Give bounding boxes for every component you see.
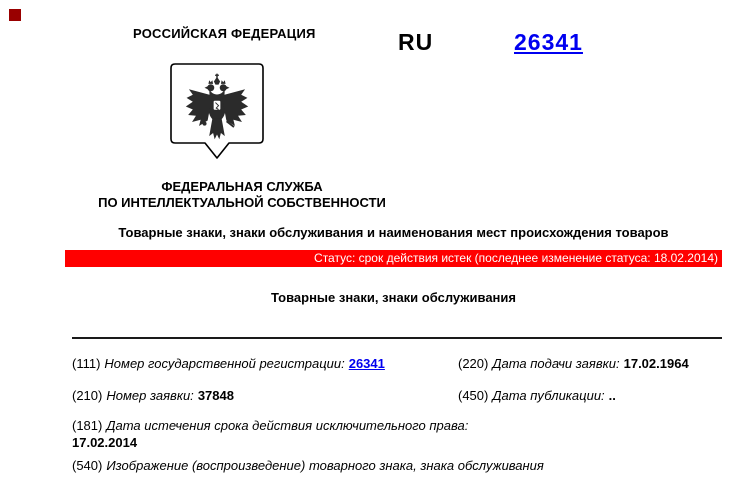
russian-coat-of-arms-icon	[170, 63, 264, 163]
agency-line2: ПО ИНТЕЛЛЕКТУАЛЬНОЙ СОБСТВЕННОСТИ	[98, 195, 386, 210]
agency-name	[93, 179, 391, 211]
field-540-trademark-image	[72, 458, 544, 473]
field-code: (220)	[458, 356, 489, 371]
field-code: (181)	[72, 418, 103, 433]
field-label: Номер государственной регистрации:	[104, 356, 345, 371]
field-label: Дата подачи заявки:	[492, 356, 620, 371]
register-title: Товарные знаки, знаки обслуживания и наименования мест происхождения товаров	[118, 225, 669, 240]
field-code: (450)	[458, 388, 489, 403]
country-code: RU	[398, 29, 434, 55]
section-title: Товарные знаки, знаки обслуживания	[271, 290, 516, 305]
registration-number-link[interactable]: 26341	[514, 29, 583, 55]
field-label: Номер заявки:	[106, 388, 194, 403]
field-value: 17.02.1964	[623, 356, 689, 371]
field-code: (210)	[72, 388, 103, 403]
field-111-registration-number	[72, 356, 385, 371]
field-label: Дата публикации:	[492, 388, 605, 403]
field-code: (111)	[72, 356, 101, 371]
registration-number-value-link[interactable]: 26341	[348, 356, 385, 371]
divider-line	[72, 337, 722, 339]
agency-line1: ФЕДЕРАЛЬНАЯ СЛУЖБА	[161, 179, 323, 194]
field-220-filing-date	[458, 356, 689, 371]
fips-red-square-logo	[9, 9, 21, 21]
field-code: (540)	[72, 458, 103, 473]
field-value: ..	[608, 388, 616, 403]
field-450-publication-date	[458, 388, 616, 403]
field-label: Дата истечения срока действия исключительного права:	[106, 418, 469, 433]
field-181-expiry-date	[72, 417, 552, 451]
field-value: 17.02.2014	[72, 435, 138, 450]
field-label: Изображение (воспроизведение) товарного знака, знака обслуживания	[106, 458, 544, 473]
country-name: РОССИЙСКАЯ ФЕДЕРАЦИЯ	[133, 26, 316, 41]
field-value: 37848	[197, 388, 234, 403]
status-bar	[65, 250, 722, 267]
status-text: Статус: срок действия истек (последнее изменение статуса: 18.02.2014)	[314, 251, 718, 265]
field-210-application-number	[72, 388, 234, 403]
